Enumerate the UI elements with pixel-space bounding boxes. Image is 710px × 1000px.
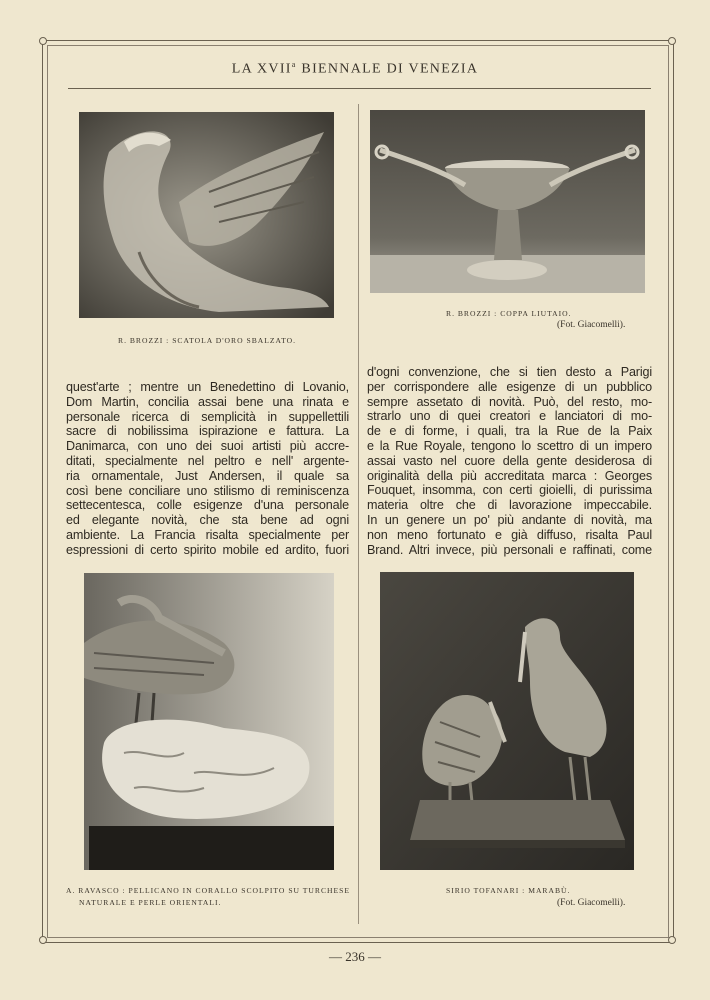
header-rule bbox=[68, 88, 651, 89]
text-line: personale ricerca di semplicità in suppellettili bbox=[66, 409, 349, 424]
text-line: ed elegante novità, che sta bene ad ogni bbox=[66, 513, 349, 528]
page-number: — 236 — bbox=[329, 949, 381, 964]
text-line: assai vasto nel cuore della gente desiderosa di bbox=[367, 453, 652, 468]
figure-caption-continued: NATURALE E PERLE ORIENTALI. bbox=[79, 898, 222, 907]
text-line: d'ogni convenzione, che si tien desto a Parigi bbox=[367, 365, 652, 379]
photo-marabu bbox=[380, 572, 634, 870]
text-line: e la Rue Royale, tengono lo scettro di un impero bbox=[367, 438, 652, 453]
text-line: sempre assetato di novità. Può, del resto, mo- bbox=[367, 394, 652, 409]
frame-corner-ornament bbox=[39, 936, 47, 944]
photo-credit: (Fot. Giacomelli). bbox=[557, 898, 626, 908]
photo-coppa-liutaio bbox=[370, 110, 645, 293]
text-line: espressioni di certo spirito mobile ed ardito, fuori bbox=[66, 542, 349, 557]
text-line: Fouquet, insomma, con certi gioielli, di purissima bbox=[367, 483, 652, 498]
figure-caption: R. BROZZI : COPPA LIUTAIO. bbox=[446, 309, 572, 318]
text-line: per corrispondere alle esigenze di un pubblico bbox=[367, 379, 652, 394]
text-line: settecentesca, colle esigenze d'una personale bbox=[66, 498, 349, 513]
text-line: Danimarca, con uno dei suoi artisti più accre- bbox=[66, 439, 349, 454]
text-line: sacre di nobilissima ispirazione e fattura. La bbox=[66, 424, 349, 439]
text-line: ambiente. La Francia risalta specialmente per bbox=[66, 527, 349, 542]
text-line: così bene conciliare uno stilismo di reminiscenza bbox=[66, 483, 349, 498]
photo-pellicano bbox=[84, 573, 334, 870]
text-line: Dom Martin, concilia assai bene una rinata e bbox=[66, 394, 349, 409]
text-line: originalità della più accreditata marca : Georges bbox=[367, 468, 652, 483]
photo-eagle-relief bbox=[79, 112, 334, 318]
running-header: LA XVII$^a$ BIENNALE DI VENEZIA bbox=[231, 60, 479, 77]
text-line: Brand. Altri invece, più personali e raffinati, come bbox=[367, 542, 652, 557]
text-line: strarlo uno di quei creatori e lanciatori di mo- bbox=[367, 409, 652, 424]
frame-corner-ornament bbox=[668, 936, 676, 944]
column-divider bbox=[358, 104, 359, 924]
text-line: de e di forme, i quali, tra la Rue de la Paix bbox=[367, 424, 652, 439]
text-line: ditati, specialmente nel peltro e nell' argente- bbox=[66, 453, 349, 468]
figure-caption: A. RAVASCO : PELLICANO IN CORALLO SCOLPITO SU TURCHESE bbox=[66, 886, 351, 895]
text-line: materia oltre che di lavorazione impeccabile. bbox=[367, 498, 652, 513]
frame-corner-ornament bbox=[39, 37, 47, 45]
photo-credit: (Fot. Giacomelli). bbox=[557, 320, 626, 330]
figure-caption: SIRIO TOFANARI : MARABÙ. bbox=[446, 886, 571, 895]
text-line: ria ornamentale, Just Andersen, il quale sa bbox=[66, 468, 349, 483]
body-text-left-column bbox=[66, 380, 349, 558]
figure-caption: R. BROZZI : SCATOLA D'ORO SBALZATO. bbox=[118, 336, 297, 345]
text-line: non meno fortunato e già diffuso, risalta Paul bbox=[367, 527, 652, 542]
body-text-right-column bbox=[367, 365, 652, 557]
text-line: In un genere un po' più andante di novità, ma bbox=[367, 512, 652, 527]
text-line: quest'arte ; mentre un Benedettino di Lovanio, bbox=[66, 380, 349, 394]
frame-corner-ornament bbox=[668, 37, 676, 45]
